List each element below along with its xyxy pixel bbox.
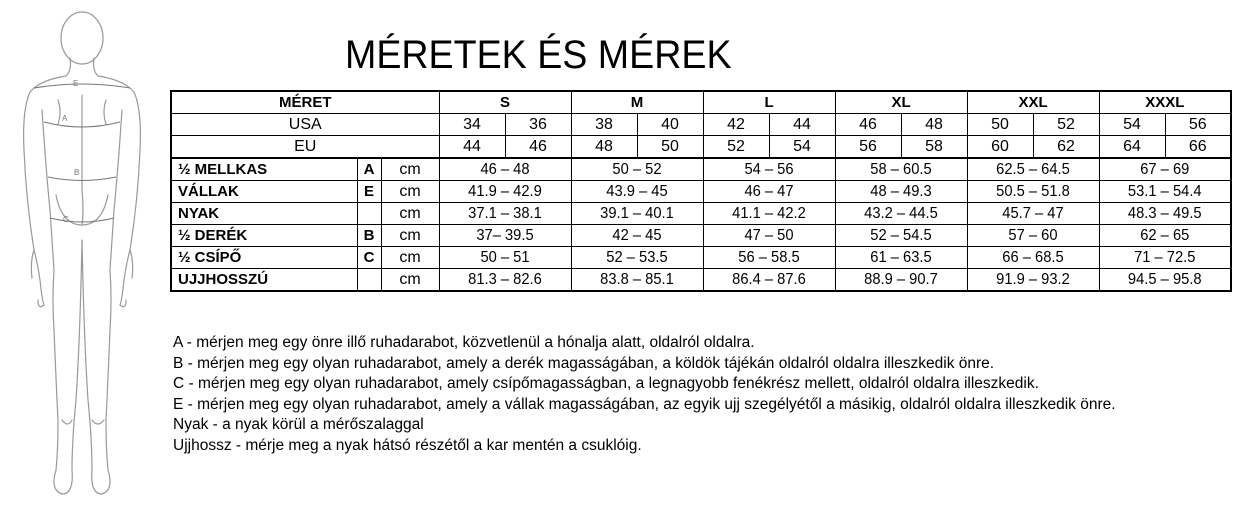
measurement-value-cell: 48 – 49.3 — [840, 181, 961, 203]
measurement-letter: A — [357, 158, 381, 181]
measurement-label: ½ DERÉK — [171, 225, 357, 247]
region-row-eu — [171, 136, 1231, 159]
header-size-m: M — [571, 91, 703, 114]
measurement-value-cell: 48.3 – 49.5 — [1104, 203, 1225, 225]
measurement-row — [171, 203, 1231, 225]
region-size-cell: 40 — [637, 114, 703, 136]
figure-marker-c: C — [63, 215, 69, 224]
measurement-value-cell: 39.1 – 40.1 — [576, 203, 697, 225]
region-size-cell: 44 — [439, 136, 505, 159]
measurement-unit: cm — [381, 247, 439, 269]
region-size-cell: 50 — [637, 136, 703, 159]
measurement-letter: B — [357, 225, 381, 247]
measurement-letter — [357, 203, 381, 225]
measurement-row — [171, 225, 1231, 247]
measurement-value-cell: 86.4 – 87.6 — [708, 269, 829, 292]
measurement-row — [171, 181, 1231, 203]
size-chart-table — [170, 90, 1232, 292]
region-label: EU — [171, 136, 439, 159]
region-size-cell: 48 — [571, 136, 637, 159]
region-size-cell: 58 — [901, 136, 967, 159]
measurement-label: NYAK — [171, 203, 357, 225]
region-size-cell: 52 — [703, 136, 769, 159]
figure-marker-b: B — [74, 168, 80, 177]
measurement-value-cell: 81.3 – 82.6 — [444, 269, 565, 292]
measurement-value-cell: 54 – 56 — [708, 158, 829, 181]
region-size-cell: 62 — [1033, 136, 1099, 159]
measurement-value-cell: 66 – 68.5 — [972, 247, 1093, 269]
region-size-cell: 60 — [967, 136, 1033, 159]
region-size-cell: 54 — [769, 136, 835, 159]
measurement-value-cell: 47 – 50 — [708, 225, 829, 247]
note-line: B - mérjen meg egy olyan ruhadarabot, amely a derék magasságában, a köldök tájékán oldalról oldalra illeszkedik önre. — [173, 354, 995, 372]
measurement-letter: C — [357, 247, 381, 269]
measurement-letter: E — [357, 181, 381, 203]
region-size-cell: 50 — [967, 114, 1033, 136]
table-header-row — [171, 91, 1231, 114]
region-size-cell: 48 — [901, 114, 967, 136]
note-line: E - mérjen meg egy olyan ruhadarabot, amely a vállak magasságában, az egyik ujj szegélyétől a másikig, oldalról oldalra illeszkedik önre. — [173, 395, 1116, 413]
measurement-value-cell: 50 – 52 — [576, 158, 697, 181]
measurement-value-cell: 94.5 – 95.8 — [1104, 269, 1225, 292]
measurement-row — [171, 269, 1231, 292]
region-size-cell: 34 — [439, 114, 505, 136]
note-line: C - mérjen meg egy olyan ruhadarabot, amely csípőmagasságban, a legnagyobb fenékrész mellett, oldalról oldalra illeszkedik. — [173, 375, 1039, 392]
measurement-letter — [357, 269, 381, 292]
header-size-label: MÉRET — [171, 91, 439, 114]
measurement-value-cell: 91.9 – 93.2 — [972, 269, 1093, 292]
measurement-value-cell: 58 – 60.5 — [840, 158, 961, 181]
measurement-value-cell: 61 – 63.5 — [840, 247, 961, 269]
measurement-value-cell: 62.5 – 64.5 — [972, 158, 1093, 181]
region-size-cell: 46 — [835, 114, 901, 136]
measurement-value-cell: 50 – 51 — [444, 247, 565, 269]
measurement-value-cell: 62 – 65 — [1104, 225, 1225, 247]
measurement-value-cell: 52 – 54.5 — [840, 225, 961, 247]
measurement-value-cell: 37– 39.5 — [444, 225, 565, 247]
measurement-label: ½ CSÍPŐ — [171, 247, 357, 269]
region-size-cell: 42 — [703, 114, 769, 136]
measurement-unit: cm — [381, 203, 439, 225]
region-size-cell: 56 — [1165, 114, 1231, 136]
note-line: Nyak - a nyak körül a mérőszalaggal — [173, 416, 424, 433]
measurement-value-cell: 71 – 72.5 — [1104, 247, 1225, 269]
header-size-xxl: XXL — [967, 91, 1099, 114]
measurement-value-cell: 52 – 53.5 — [576, 247, 697, 269]
figure-marker-a: A — [62, 114, 68, 123]
page-title: MÉRETEK ÉS MÉREK — [345, 33, 732, 77]
measurement-value-cell: 42 – 45 — [576, 225, 697, 247]
region-size-cell: 56 — [835, 136, 901, 159]
measurement-label: ½ MELLKAS — [171, 158, 357, 181]
measurement-value-cell: 41.9 – 42.9 — [444, 181, 565, 203]
header-size-xxxl: XXXL — [1099, 91, 1231, 114]
measurement-value-cell: 46 – 48 — [444, 158, 565, 181]
measurement-value-cell: 83.8 – 85.1 — [576, 269, 697, 292]
measurement-value-cell: 46 – 47 — [708, 181, 829, 203]
region-size-cell: 38 — [571, 114, 637, 136]
measurement-unit: cm — [381, 225, 439, 247]
measurement-value-cell: 50.5 – 51.8 — [972, 181, 1093, 203]
header-size-xl: XL — [835, 91, 967, 114]
measurement-row — [171, 247, 1231, 269]
measurement-value-cell: 67 – 69 — [1104, 158, 1225, 181]
measurement-value-cell: 41.1 – 42.2 — [708, 203, 829, 225]
region-size-cell: 64 — [1099, 136, 1165, 159]
region-size-cell: 66 — [1165, 136, 1231, 159]
measurement-label: VÁLLAK — [171, 181, 357, 203]
region-label: USA — [171, 114, 439, 136]
measurement-notes — [173, 333, 1223, 456]
region-size-cell: 52 — [1033, 114, 1099, 136]
region-size-cell: 54 — [1099, 114, 1165, 136]
measurement-value-cell: 43.2 – 44.5 — [840, 203, 961, 225]
measurement-value-cell: 53.1 – 54.4 — [1104, 181, 1225, 203]
region-row-usa — [171, 114, 1231, 136]
region-size-cell: 36 — [505, 114, 571, 136]
figure-marker-e: E — [73, 79, 79, 88]
measurement-value-cell: 45.7 – 47 — [972, 203, 1093, 225]
measurement-value-cell: 88.9 – 90.7 — [840, 269, 961, 292]
measurement-unit: cm — [381, 181, 439, 203]
region-size-cell: 46 — [505, 136, 571, 159]
measurement-row — [171, 158, 1231, 181]
measurement-value-cell: 56 – 58.5 — [708, 247, 829, 269]
body-figure-illustration — [0, 0, 168, 518]
measurement-label: UJJHOSSZÚ — [171, 269, 357, 292]
measurement-value-cell: 37.1 – 38.1 — [444, 203, 565, 225]
note-line: A - mérjen meg egy önre illő ruhadarabot, közvetlenül a hónalja alatt, oldalról oldalra. — [173, 334, 755, 351]
measurement-value-cell: 43.9 – 45 — [576, 181, 697, 203]
header-size-l: L — [703, 91, 835, 114]
measurement-value-cell: 57 – 60 — [972, 225, 1093, 247]
measurement-unit: cm — [381, 158, 439, 181]
header-size-s: S — [439, 91, 571, 114]
measurement-unit: cm — [381, 269, 439, 292]
note-line: Ujjhossz - mérje meg a nyak hátsó részétől a kar mentén a csuklóig. — [173, 436, 642, 454]
region-size-cell: 44 — [769, 114, 835, 136]
